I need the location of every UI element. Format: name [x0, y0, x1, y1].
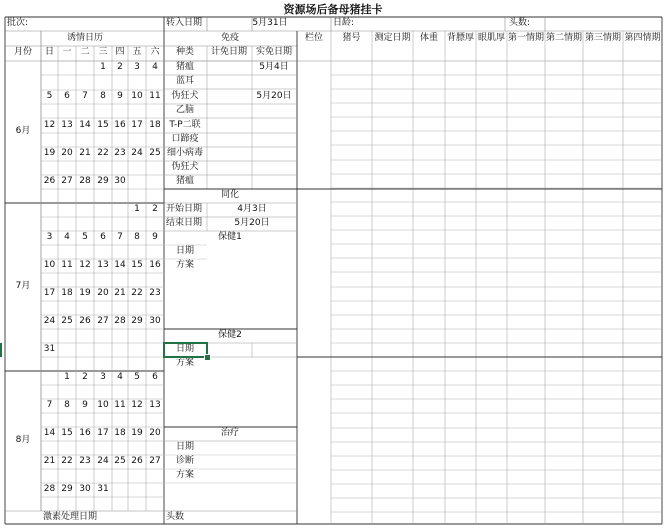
batch-label: 批次:: [7, 18, 29, 28]
treatment-title: 治疗: [220, 428, 240, 438]
calendar-day: 3: [100, 372, 106, 382]
calendar-day: 10: [131, 91, 143, 101]
calendar-day: 20: [61, 148, 73, 158]
calendar-day: 27: [149, 456, 161, 466]
calendar-day: 25: [61, 316, 73, 326]
calendar-day: 4: [64, 232, 70, 242]
weekday-header: 一: [62, 47, 72, 57]
imm-col-planned: 计免日期: [210, 47, 248, 57]
record-col-header: 栏位: [304, 33, 324, 43]
calendar-day: 14: [79, 120, 91, 130]
calendar-day: 12: [79, 260, 91, 270]
calendar-day: 19: [43, 148, 56, 158]
calendar-day: 25: [149, 148, 161, 158]
calendar-day: 14: [43, 428, 56, 438]
fill-handle[interactable]: [204, 354, 211, 361]
calendar-day: 8: [100, 91, 106, 101]
calendar-day: 22: [61, 456, 73, 466]
sync-end-value: 5月20日: [234, 218, 270, 228]
calendar-day: 8: [64, 400, 70, 410]
count-label: 头数:: [509, 18, 531, 28]
calendar-day: 1: [64, 372, 70, 382]
record-col-header: 第二情期: [545, 33, 583, 43]
calendar-day: 15: [97, 120, 109, 130]
sync-end-label: 结束日期: [166, 218, 203, 228]
care2-date-label: 日期: [176, 344, 195, 354]
weekday-header: 日: [44, 47, 55, 57]
age-label: 日龄:: [333, 18, 355, 28]
calendar-day: 16: [149, 260, 161, 270]
care2-title: 保健2: [218, 330, 242, 340]
record-col-header: 第四情期: [624, 33, 661, 43]
calendar-day: 7: [82, 91, 88, 101]
active-row-marker: [0, 343, 2, 357]
calendar-day: 1: [134, 204, 140, 214]
calendar-day: 26: [43, 176, 56, 186]
weekday-header: 五: [132, 47, 142, 57]
calendar-day: 2: [152, 204, 158, 214]
calendar-day: 23: [149, 288, 161, 298]
calendar-day: 24: [131, 148, 143, 158]
vaccine-actual-date: 5月20日: [256, 91, 292, 101]
calendar-day: 25: [114, 456, 126, 466]
calendar-day: 7: [46, 400, 53, 410]
calendar-day: 2: [117, 62, 123, 72]
calendar-day: 19: [131, 428, 143, 438]
calendar-day: 22: [97, 148, 109, 158]
calendar-day: 6: [152, 372, 158, 382]
care1-plan-label: 方案: [176, 260, 195, 270]
month-label: 8月: [15, 435, 31, 445]
calendar-day: 12: [131, 400, 143, 410]
calendar-day: 28: [114, 316, 126, 326]
calendar-day: 21: [114, 288, 126, 298]
sheet-title: 资源场后备母猪挂卡: [283, 3, 383, 16]
month-label: 7月: [15, 281, 31, 291]
weekday-header: 六: [150, 47, 160, 57]
calendar-day: 2: [82, 372, 88, 382]
hormone-date-label: 激素处理日期: [43, 512, 98, 522]
calendar-day: 23: [79, 456, 91, 466]
calendar-day: 21: [79, 148, 91, 158]
treatment-plan-label: 方案: [176, 470, 195, 480]
calendar-day: 13: [97, 260, 109, 270]
calendar-day: 5: [134, 372, 140, 382]
sync-start-label: 开始日期: [166, 204, 203, 214]
calendar-day: 13: [149, 400, 161, 410]
calendar-day: 19: [79, 288, 91, 298]
calendar-day: 23: [114, 148, 126, 158]
calendar-day: 11: [114, 400, 126, 410]
calendar-day: 12: [43, 120, 56, 130]
calendar-day: 10: [43, 260, 56, 270]
calendar-day: 9: [117, 91, 123, 101]
calendar-day: 5: [46, 91, 53, 101]
vaccine-type: 乙脑: [175, 105, 195, 115]
care1-title: 保健1: [218, 232, 242, 242]
calendar-day: 16: [79, 428, 91, 438]
calendar-day: 13: [61, 120, 73, 130]
weekday-header: 三: [98, 47, 108, 57]
calendar-day: 11: [149, 91, 161, 101]
treatment-diagnosis-label: 诊断: [176, 456, 195, 466]
imm-col-actual: 实免日期: [255, 47, 293, 57]
calendar-day: 1: [100, 62, 106, 72]
calendar-day: 4: [117, 372, 123, 382]
calendar-day: 4: [152, 62, 158, 72]
calendar-day: 10: [97, 400, 109, 410]
calendar-day: 27: [61, 176, 73, 186]
transfer-date-label: 转入日期: [166, 18, 203, 28]
calendar-day: 30: [149, 316, 161, 326]
calendar-day: 11: [61, 260, 73, 270]
vaccine-type: 伪狂犬: [171, 91, 199, 101]
calendar-day: 15: [131, 260, 143, 270]
calendar-day: 29: [61, 484, 73, 494]
vaccine-type: 猪瘟: [175, 62, 195, 72]
calendar-day: 27: [97, 316, 109, 326]
calendar-day: 16: [114, 120, 126, 130]
calendar-day: 17: [97, 428, 109, 438]
calendar-day: 6: [64, 91, 70, 101]
calendar-day: 3: [46, 232, 53, 242]
vaccine-type: 伪狂犬: [171, 162, 199, 172]
calendar-day: 31: [43, 344, 56, 354]
vaccine-type: 口蹄疫: [171, 134, 199, 144]
care1-date-label: 日期: [176, 246, 195, 256]
calendar-day: 6: [100, 232, 106, 242]
imm-col-type: 种类: [175, 47, 195, 57]
treatment-date-label: 日期: [176, 442, 195, 452]
calendar-day: 20: [149, 428, 161, 438]
calendar-day: 30: [114, 176, 126, 186]
calendar-title: 诱情日历: [66, 33, 104, 43]
calendar-day: 21: [43, 456, 56, 466]
record-col-header: 眼肌厚: [477, 33, 506, 43]
weekday-header: 二: [80, 47, 90, 57]
calendar-day: 18: [114, 428, 126, 438]
calendar-day: 22: [131, 288, 143, 298]
calendar-day: 3: [134, 62, 140, 72]
calendar-day: 26: [79, 316, 91, 326]
calendar-day: 5: [82, 232, 88, 242]
calendar-day: 18: [61, 288, 73, 298]
vaccine-type: 猪瘟: [175, 176, 195, 186]
immunization-title: 免疫: [220, 33, 240, 43]
record-col-header: 猪号: [342, 33, 361, 43]
calendar-day: 17: [131, 120, 143, 130]
vaccine-type: T-P二联: [169, 120, 201, 130]
vaccine-actual-date: 5月4日: [259, 62, 289, 72]
calendar-day: 14: [114, 260, 126, 270]
calendar-day: 24: [43, 316, 56, 326]
month-col-header: 月份: [13, 47, 33, 57]
calendar-day: 9: [152, 232, 158, 242]
active-cell-selection[interactable]: [163, 342, 208, 358]
weekday-header: 四: [115, 47, 125, 57]
calendar-day: 7: [117, 232, 123, 242]
calendar-day: 18: [149, 120, 161, 130]
calendar-day: 30: [79, 484, 91, 494]
calendar-day: 15: [61, 428, 73, 438]
record-col-header: 测定日期: [374, 33, 411, 43]
calendar-day: 17: [43, 288, 56, 298]
calendar-day: 8: [134, 232, 140, 242]
transfer-date-value: 5月31日: [252, 18, 288, 28]
vaccine-type: 细小病毒: [166, 148, 204, 158]
sync-start-value: 4月3日: [237, 204, 267, 214]
month-label: 6月: [15, 126, 31, 136]
calendar-day: 29: [131, 316, 143, 326]
calendar-day: 29: [97, 176, 109, 186]
calendar-day: 28: [43, 484, 56, 494]
footer-count-label: 头数: [166, 512, 185, 522]
care2-plan-label: 方案: [176, 358, 195, 368]
vaccine-type: 蓝耳: [175, 76, 195, 86]
sync-title: 同化: [220, 190, 240, 200]
calendar-day: 9: [82, 400, 88, 410]
record-col-header: 第一情期: [507, 33, 545, 43]
calendar-day: 24: [97, 456, 109, 466]
record-col-header: 体重: [419, 33, 439, 43]
calendar-day: 20: [97, 288, 109, 298]
calendar-day: 31: [97, 484, 109, 494]
record-col-header: 第三情期: [584, 33, 622, 43]
record-col-header: 背膘厚: [446, 33, 475, 43]
calendar-day: 26: [131, 456, 143, 466]
calendar-day: 28: [79, 176, 91, 186]
